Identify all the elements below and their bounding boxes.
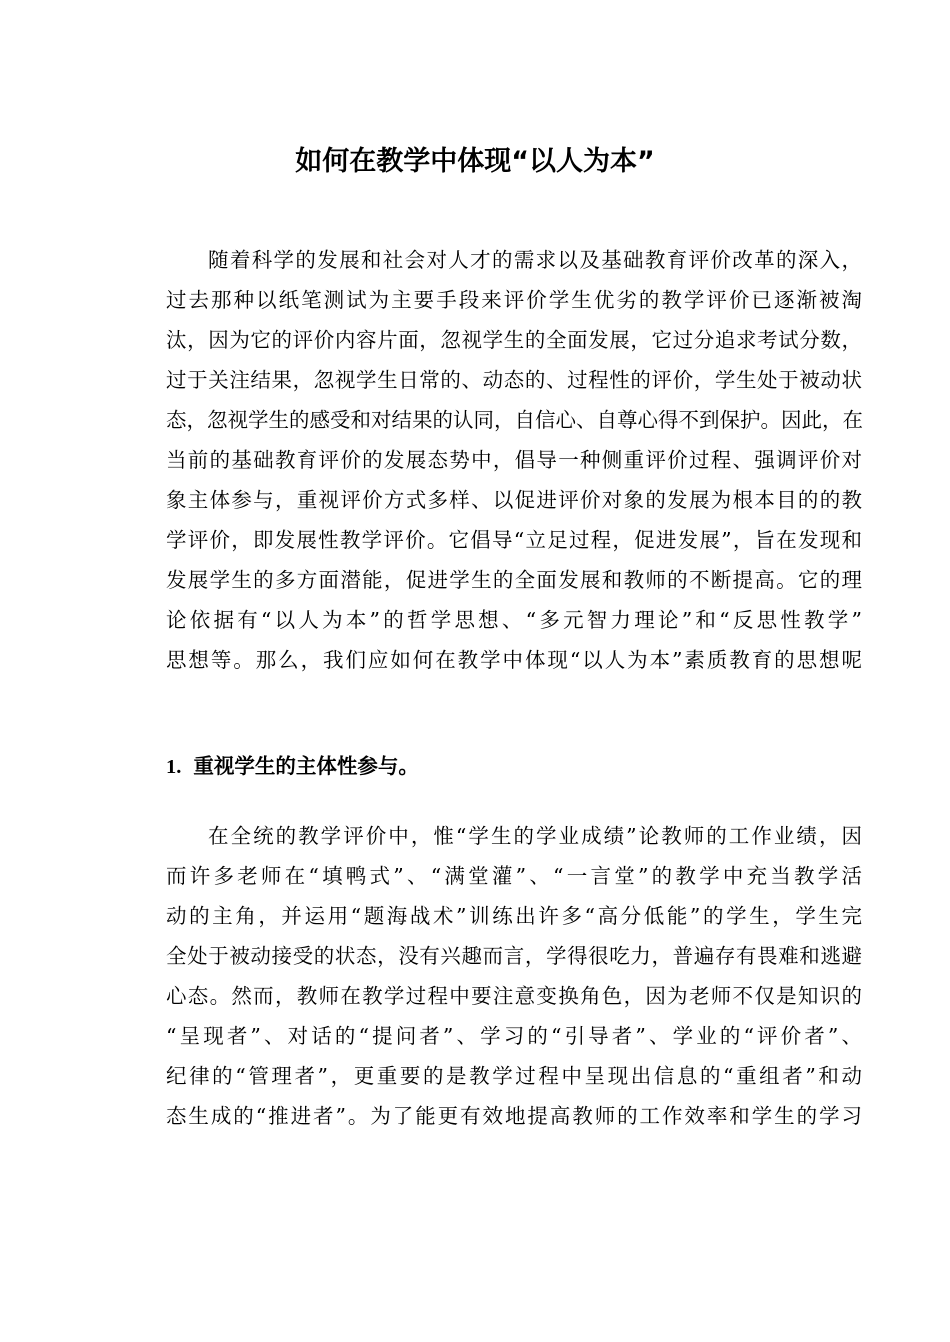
text-line: 过于关注结果，忽视学生日常的、动态的、过程性的评价，学生处于被动状	[166, 368, 862, 392]
text-line: 态生成的“推进者”。为了能更有效地提高教师的工作效率和学生的学习	[166, 1104, 862, 1128]
text-line: 论依据有“以人为本”的哲学思想、“多元智力理论”和“反思性教学”	[166, 608, 862, 632]
text-line: 当前的基础教育评价的发展态势中，倡导一种侧重评价过程、强调评价对	[166, 448, 862, 472]
section-heading	[166, 746, 419, 787]
text-line: 随着科学的发展和社会对人才的需求以及基础教育评价改革的深入，	[208, 248, 862, 272]
text-line: 象主体参与，重视评价方式多样、以促进评价对象的发展为根本目的的教	[166, 488, 862, 512]
text-line: 动的主角，并运用“题海战术”训练出许多“高分低能”的学生，学生完	[166, 904, 862, 928]
text-line: 思想等。那么，我们应如何在教学中体现“以人为本”素质教育的思想呢	[166, 648, 862, 672]
document-title: 如何在教学中体现“以人为本”	[295, 146, 655, 177]
text-line: 过去那种以纸笔测试为主要手段来评价学生优劣的教学评价已逐渐被淘	[166, 288, 862, 312]
text-line: “呈现者”、对话的“提问者”、学习的“引导者”、学业的“评价者”、	[166, 1024, 862, 1048]
section-paragraph	[166, 816, 862, 1136]
text-line: 全处于被动接受的状态，没有兴趣而言，学得很吃力，普遍存有畏难和逃避	[166, 944, 862, 968]
text-line: 态，忽视学生的感受和对结果的认同，自信心、自尊心得不到保护。因此，在	[166, 408, 863, 432]
section-heading-text: 重视学生的主体性参与。	[193, 754, 419, 778]
text-line: 在全统的教学评价中，惟“学生的学业成绩”论教师的工作业绩，因	[208, 824, 862, 848]
text-line: 纪律的“管理者”，更重要的是教学过程中呈现出信息的“重组者”和动	[166, 1064, 862, 1088]
text-line: 发展学生的多方面潜能，促进学生的全面发展和教师的不断提高。它的理	[166, 568, 862, 592]
text-line: 汰，因为它的评价内容片面，忽视学生的全面发展，它过分追求考试分数，	[166, 328, 862, 352]
text-line: 学评价，即发展性教学评价。它倡导“立足过程，促进发展”，旨在发现和	[166, 528, 862, 552]
text-line: 而许多老师在“填鸭式”、“满堂灌”、“一言堂”的教学中充当教学活	[166, 864, 862, 888]
intro-paragraph	[166, 240, 862, 680]
section-number: 1.	[166, 756, 182, 778]
text-line: 心态。然而，教师在教学过程中要注意变换角色，因为老师不仅是知识的	[166, 984, 862, 1008]
